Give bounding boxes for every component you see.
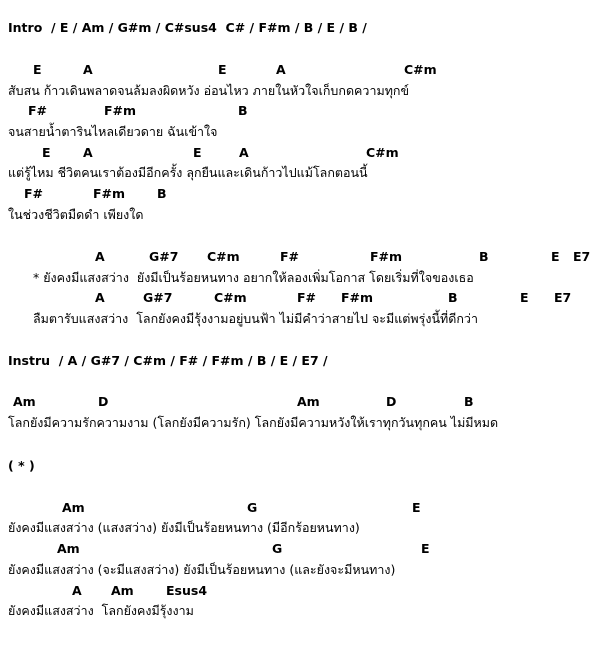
chord-label: D	[98, 394, 109, 409]
chord-label: A	[72, 583, 82, 598]
chord-label: A	[239, 145, 249, 160]
chord-label: B	[479, 249, 489, 264]
chord-label: Am	[111, 583, 134, 598]
chord-label: E	[193, 145, 202, 160]
chord-label: E	[42, 145, 51, 160]
chord-label: E	[218, 62, 227, 77]
chord-label: B	[464, 394, 474, 409]
lyric-line: สับสน ก้าวเดินพลาดจนล้มลงผิดหวัง อ่อนไหว ภายในหัวใจเก็บกดความทุกข์	[8, 83, 410, 98]
chord-label: Intro / E / Am / G#m / C#sus4 C# / F#m / B / E / B /	[8, 20, 367, 35]
chord-label: G#7	[143, 290, 173, 305]
lyric-line: แต่รู้ไหม ชีวิตคนเราต้องมีอีกครั้ง ลุกยืนและเดินก้าวไปแม้โลกตอนนี้	[8, 165, 368, 180]
chord-label: G	[247, 500, 258, 515]
chord-label: F#m	[341, 290, 374, 305]
chord-label: F#	[297, 290, 317, 305]
chord-label: B	[448, 290, 458, 305]
chord-label: F#	[24, 186, 44, 201]
lyric-line: ยังคงมีแสงสว่าง (จะมีแสงสว่าง) ยังมีเป็นร้อยหนทาง (และยังจะมีหนทาง)	[8, 562, 396, 577]
chord-label: F#m	[93, 186, 126, 201]
lyric-line: ยังคงมีแสงสว่าง (แสงสว่าง) ยังมีเป็นร้อยหนทาง (มีอีกร้อยหนทาง)	[8, 520, 360, 535]
lyric-line: โลกยังมีความรักความงาม (โลกยังมีความรัก) โลกยังมีความหวังให้เราทุกวันทุกคน ไม่มีหมด	[8, 415, 499, 430]
chord-label: E7	[573, 249, 591, 264]
lyric-line: ในช่วงชีวิตมืดดำ เพียงใด	[8, 207, 144, 222]
chord-label: Am	[297, 394, 320, 409]
lyric-line: จนสายน้ำตารินไหลเดียวดาย ฉันเข้าใจ	[8, 124, 218, 139]
lyric-line: * ยังคงมีแสงสว่าง ยังมีเป็นร้อยหนทาง อยากให้ลองเพิ่มโอกาส โดยเริ่มที่ใจของเธอ	[33, 270, 474, 285]
chord-label: E	[33, 62, 42, 77]
chord-label: E	[421, 541, 430, 556]
chord-label: A	[276, 62, 286, 77]
chord-label: E	[520, 290, 529, 305]
chord-label: D	[386, 394, 397, 409]
lyric-line: ลืมตารับแสงสว่าง โลกยังคงมีรุ้งงามอยู่บนฟ้า ไม่มีคำว่าสายไป จะมีแต่พรุ่งนี้ที่ดีกว่า	[33, 311, 478, 326]
chord-label: G#7	[149, 249, 179, 264]
chord-label: C#m	[207, 249, 240, 264]
chord-label: B	[157, 186, 167, 201]
chord-label: Esus4	[166, 583, 208, 598]
chord-label: Instru / A / G#7 / C#m / F# / F#m / B / E / E7 /	[8, 353, 328, 368]
chord-label: Am	[57, 541, 80, 556]
chord-label: A	[95, 249, 105, 264]
chord-label: A	[95, 290, 105, 305]
chord-label: Am	[62, 500, 85, 515]
chord-label: F#	[28, 103, 48, 118]
lyric-line: ยังคงมีแสงสว่าง โลกยังคงมีรุ้งงาม	[8, 603, 194, 618]
chord-label: E7	[554, 290, 572, 305]
chord-label: Am	[13, 394, 36, 409]
chord-label: A	[83, 62, 93, 77]
chord-label: A	[83, 145, 93, 160]
chord-label: E	[412, 500, 421, 515]
chord-label: F#m	[104, 103, 137, 118]
chord-label: C#m	[404, 62, 437, 77]
chord-label: E	[551, 249, 560, 264]
chord-label: C#m	[366, 145, 399, 160]
chord-label: ( * )	[8, 458, 35, 473]
chord-label: B	[238, 103, 248, 118]
chord-label: G	[272, 541, 283, 556]
chord-label: C#m	[214, 290, 247, 305]
chord-label: F#	[280, 249, 300, 264]
chord-label: F#m	[370, 249, 403, 264]
